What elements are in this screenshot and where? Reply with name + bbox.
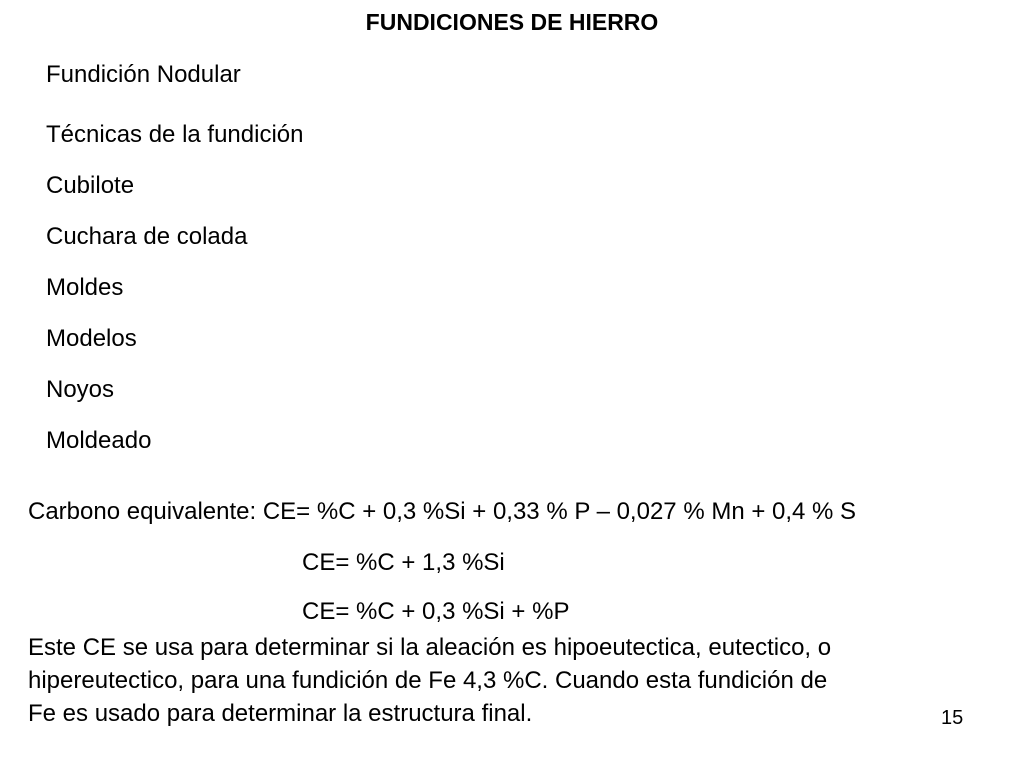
paragraph-line: Este CE se usa para determinar si la aleación es hipoeutectica, eutectico, o (28, 634, 832, 661)
paragraph-line: Fe es usado para determinar la estructura final. (28, 700, 533, 727)
list-item: Noyos (46, 376, 115, 403)
list-item: Moldes (46, 274, 124, 301)
page-number: 15 (941, 707, 964, 729)
carbon-equivalent-formula: Carbono equivalente: CE= %C + 0,3 %Si + 0,33 % P – 0,027 % Mn + 0,4 % S (28, 498, 857, 525)
list-item: Modelos (46, 325, 137, 352)
slide-title: FUNDICIONES DE HIERRO (365, 9, 659, 35)
explanation-paragraph (28, 631, 1003, 730)
list-item: Técnicas de la fundición (46, 121, 304, 148)
formula-simplified-si: CE= %C + 1,3 %Si (302, 549, 505, 576)
list-item: Moldeado (46, 427, 152, 454)
list-item: Cuchara de colada (46, 223, 248, 250)
formula-simplified-si-p: CE= %C + 0,3 %Si + %P (302, 598, 570, 625)
topic-list (46, 120, 303, 477)
paragraph-line: hipereutectico, para una fundición de Fe 4,3 %C. Cuando esta fundición de (28, 667, 828, 694)
slide-subtitle: Fundición Nodular (46, 61, 241, 88)
list-item: Cubilote (46, 172, 135, 199)
